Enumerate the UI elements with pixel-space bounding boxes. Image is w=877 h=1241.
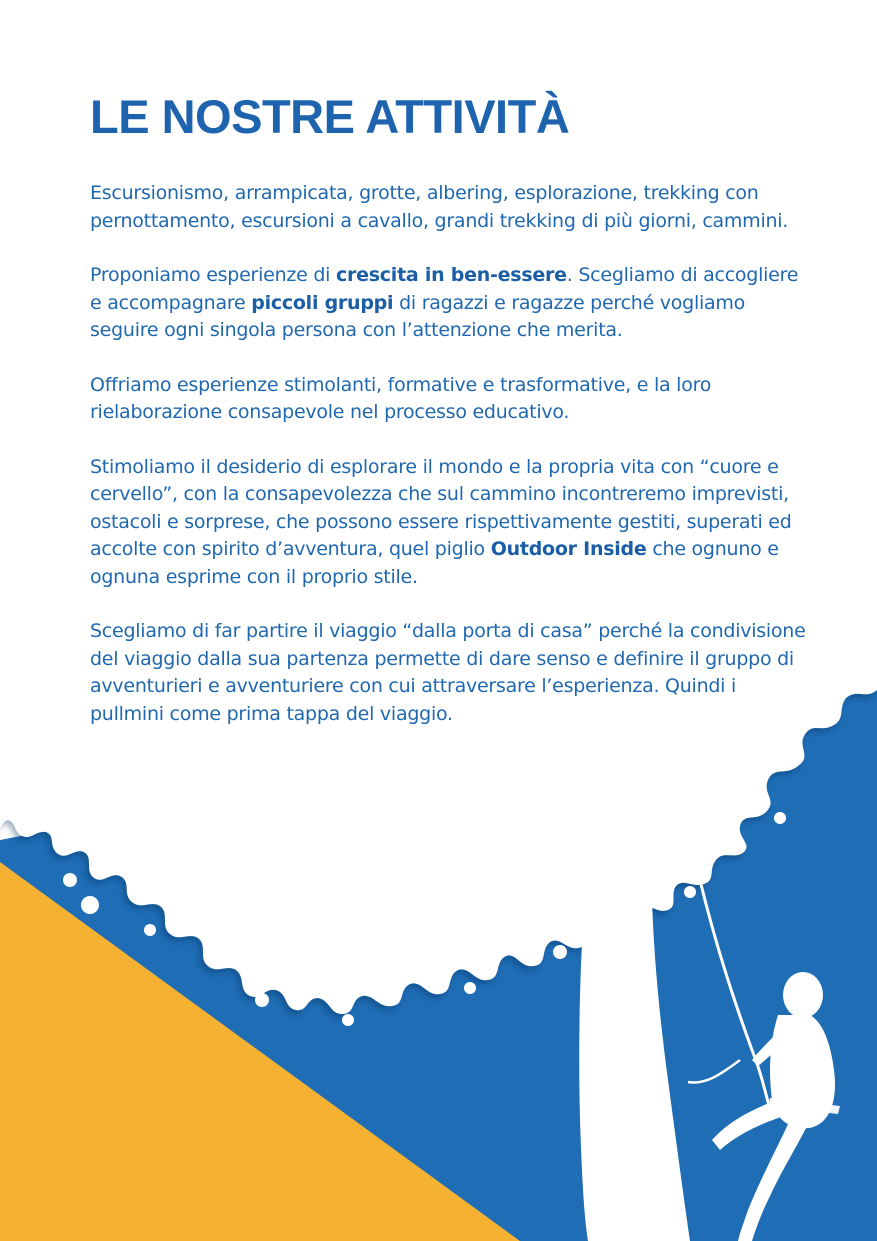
content-block — [90, 88, 810, 755]
explore-paragraph — [90, 454, 810, 592]
explore-text-2: che ognuno e ognuna esprime con il proprio stile. — [90, 538, 779, 588]
growth-highlight-2: piccoli gruppi — [251, 291, 394, 314]
activities-list-paragraph: Escursionismo, arrampicata, grotte, albering, esplorazione, trekking con pernottamento, escursioni a cavallo, grandi trekking di più giorni, cammini. — [90, 182, 789, 232]
growth-paragraph — [90, 262, 810, 345]
experiences-paragraph: Offriamo esperienze stimolanti, formative e trasformative, e la loro rielaborazione consapevole nel processo educativo. — [90, 373, 712, 423]
growth-text-3: di ragazzi e ragazze perché vogliamo seguire ogni singola persona con l’attenzione che merita. — [90, 291, 746, 341]
growth-highlight-1: crescita in ben-essere — [335, 264, 567, 286]
growth-text-2: . Scegliamo di accogliere e accompagnare — [90, 264, 799, 314]
growth-text-1: Proponiamo esperienze di — [90, 264, 336, 286]
page-title: LE NOSTRE ATTIVITÀ — [90, 90, 570, 143]
explore-text-1: Stimoliamo il desiderio di esplorare il mondo e la propria vita con “cuore e cervello”, con la consapevolezza che sul cammino incontreremo imprevisti, ostacoli e sorprese, che possono essere rispettivamente gestiti, superati ed accolte con spirito d’avventura, quel piglio — [90, 455, 792, 560]
journey-paragraph: Scegliamo di far partire il viaggio “dalla porta di casa” perché la condivisione del viaggio dalla sua partenza permette di dare senso e definire il gruppo di avventurieri e avventuriere con cui attraversare l’esperienza. Quindi i pullmini come prima tappa del viaggio. — [90, 620, 806, 725]
explore-highlight: Outdoor Inside — [490, 538, 647, 560]
